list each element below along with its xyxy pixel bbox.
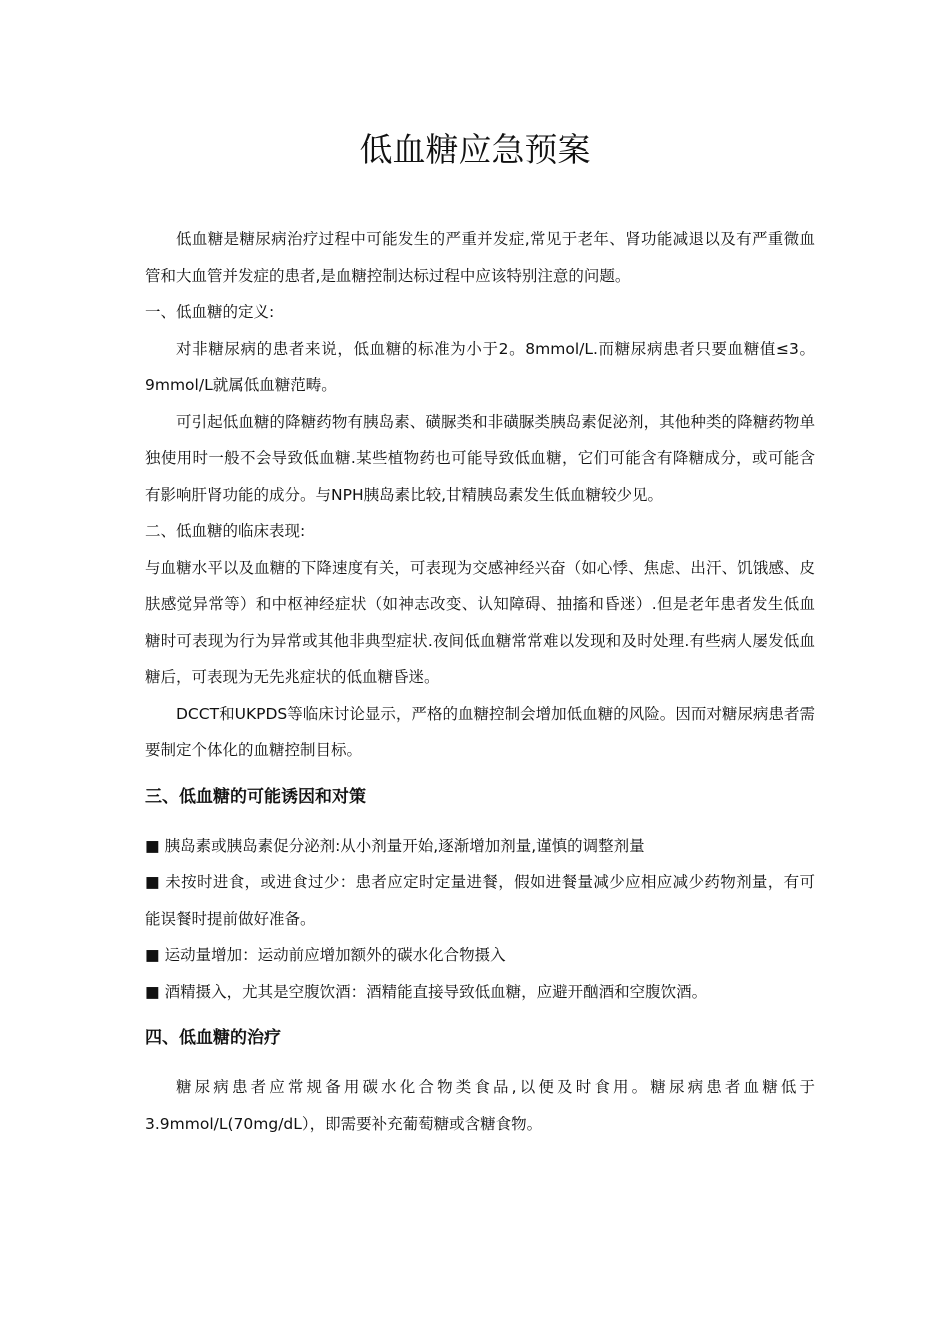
section-4-heading: 四、低血糖的治疗 bbox=[145, 1028, 281, 1048]
bullet-item: ■ 酒精摄入，尤其是空腹饮酒：酒精能直接导致低血糖，应避开酗酒和空腹饮酒。 bbox=[145, 982, 708, 1001]
section-1-heading: 一、低血糖的定义: bbox=[145, 303, 275, 321]
treatment-paragraph: 糖尿病患者应常规备用碳水化合物类食品,以便及时食用。糖尿病患者血糖低于3.9mmol/L(70mg/dL），即需要补充葡萄糖或含糖食物。 bbox=[145, 1078, 815, 1133]
section-3-heading: 三、低血糖的可能诱因和对策 bbox=[145, 786, 366, 807]
document-title: 低血糖应急预案 bbox=[359, 130, 591, 169]
document-body bbox=[145, 221, 815, 1142]
drugs-paragraph: 可引起低血糖的降糖药物有胰岛素、磺脲类和非磺脲类胰岛素促泌剂，其他种类的降糖药物单独使用时一般不会导致低血糖.某些植物药也可能导致低血糖，它们可能含有降糖成分，或可能含有影响肝肾功能的成分。与NPH胰岛素比较,甘精胰岛素发生低血糖较少见。 bbox=[145, 412, 815, 504]
definition-paragraph: 对非糖尿病的患者来说，低血糖的标准为小于2。8mmol/L.而糖尿病患者只要血糖值≤3。9mmol/L就属低血糖范畴。 bbox=[145, 339, 815, 394]
bullet-item: ■ 未按时进食，或进食过少：患者应定时定量进餐，假如进餐量减少应相应减少药物剂量，有可能误餐时提前做好准备。 bbox=[145, 873, 815, 928]
bullet-item: ■ 运动量增加：运动前应增加额外的碳水化合物摄入 bbox=[145, 946, 506, 964]
intro-paragraph: 低血糖是糖尿病治疗过程中可能发生的严重并发症,常见于老年、肾功能减退以及有严重微血管和大血管并发症的患者,是血糖控制达标过程中应该特别注意的问题。 bbox=[145, 230, 815, 285]
trials-paragraph: DCCT和UKPDS等临床讨论显示，严格的血糖控制会增加低血糖的风险。因而对糖尿病患者需要制定个体化的血糖控制目标。 bbox=[145, 704, 815, 759]
section-2-heading: 二、低血糖的临床表现: bbox=[145, 522, 306, 540]
bullet-item: ■ 胰岛素或胰岛素促分泌剂:从小剂量开始,逐渐增加剂量,谨慎的调整剂量 bbox=[145, 836, 645, 855]
symptoms-paragraph: 与血糖水平以及血糖的下降速度有关，可表现为交感神经兴奋（如心悸、焦虑、出汗、饥饿感、皮肤感觉异常等）和中枢神经症状（如神志改变、认知障碍、抽搐和昏迷）.但是老年患者发生低血糖时可表现为行为异常或其他非典型症状.夜间低血糖常常难以发现和及时处理.有些病人屡发低血糖后，可表现为无先兆症状的低血糖昏迷。 bbox=[145, 558, 815, 686]
